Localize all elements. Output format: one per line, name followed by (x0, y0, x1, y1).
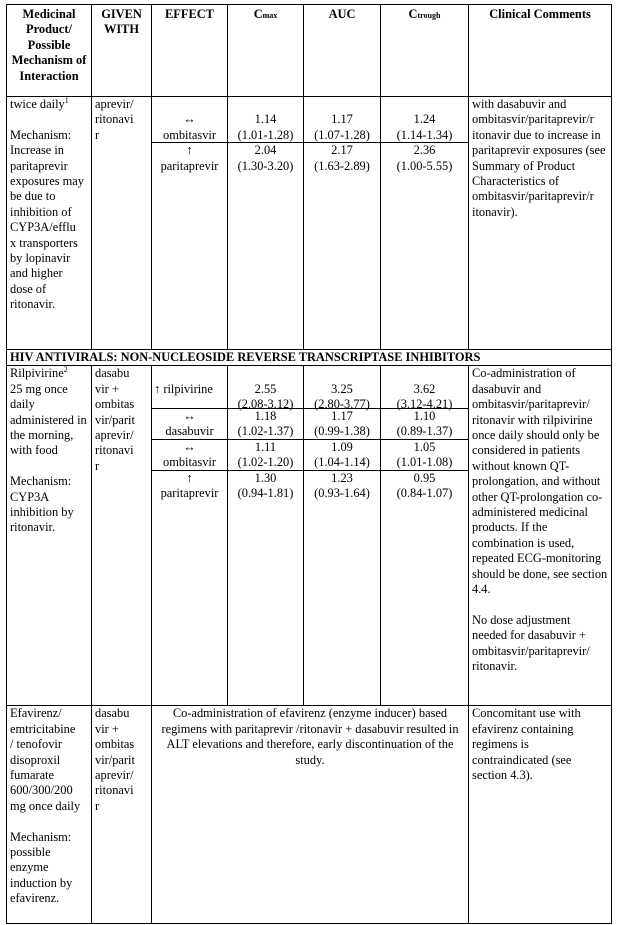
effect-paritaprevir: ↑ paritaprevir (152, 470, 227, 502)
table-row (7, 97, 612, 350)
header-row (7, 5, 612, 97)
product-cell: Rilpivirine$^2$ 25 mg once daily administered in the morning, with food Mechanism: CYP3A inhibition by ritonavir. (7, 366, 92, 706)
ctrough-cell: 3.62 (3.12-4.21) 1.10 (0.89-1.37) 1.05 (1.01-1.08) 0.95 (0.84-1.07) (381, 366, 469, 706)
effect-ombitasvir: ↔ ombitasvir (163, 112, 216, 142)
auc-cell: 1.17 (1.07-1.28) 2.17 (1.63-2.89) (304, 97, 381, 350)
header-ctrough: Ctrough (381, 5, 469, 97)
auc-cell: 3.25 (2.80-3.77) 1.17 (0.99-1.38) 1.09 (1.04-1.14) 1.23 (0.93-1.64) (304, 366, 381, 706)
effect-merged-cell: Co-administration of efavirenz (enzyme inducer) based regimens with paritaprevir /ritonavir + dasabuvir resulted in ALT elevations and therefore, early discontinuation of the study. (152, 706, 469, 924)
cmax-cell: 1.14 (1.01-1.28) 2.04 (1.30-3.20) (228, 97, 304, 350)
effect-rilpivirine: ↑ rilpivirine (154, 381, 213, 396)
mechanism-text: Mechanism: Increase in paritaprevir exposures may be due to inhibition of CYP3A/efflu x transporters by lopinavir and higher dose of ritonavir. (10, 127, 84, 312)
section-row (7, 350, 612, 366)
interaction-table (6, 4, 612, 924)
comments-cell: with dasabuvir and ombitasvir/paritaprevir/r itonavir due to increase in paritaprevir exposures (see Summary of Product Characteristics of ombitasvir/paritaprevir/r itonavir). (469, 97, 612, 350)
table-row (7, 366, 612, 706)
product-cell: Efavirenz/ emtricitabine / tenofovir disoproxil fumarate 600/300/200 mg once daily Mechanism: possible enzyme induction by efavirenz. (7, 706, 92, 924)
header-auc: AUC (304, 5, 381, 97)
product-cell: twice daily$^1$ Mechanism: Increase in paritaprevir exposures may be due to inhibition of CYP3A/efflu x transporters by lopinavir and higher dose of ritonavir. (7, 97, 92, 350)
effect-ombitasvir: ↔ ombitasvir (152, 439, 227, 470)
mechanism-text: Mechanism: CYP3A inhibition by ritonavir. (10, 474, 74, 535)
effect-cell (152, 366, 228, 706)
header-given-with: GIVEN WITH (92, 5, 152, 97)
header-product: Medicinal Product/ Possible Mechanism of Interaction (7, 5, 92, 97)
given-with-cell: dasabu vir + ombitas vir/parit aprevir/ ritonavi r (92, 706, 152, 924)
cmax-cell: 2.55 (2.08-3.12) 1.18 (1.02-1.37) 1.11 (1.02-1.20) 1.30 (0.94-1.81) (228, 366, 304, 706)
header-effect: EFFECT (152, 5, 228, 97)
given-with-cell: dasabu vir + ombitas vir/parit aprevir/ ritonavi r (92, 366, 152, 706)
effect-paritaprevir: ↑ paritaprevir (152, 142, 227, 174)
effect-dasabuvir: ↔ dasabuvir (152, 408, 227, 439)
section-heading: HIV ANTIVIRALS: NON-NUCLEOSIDE REVERSE TRANSCRIPTASE INHIBITORS (7, 350, 612, 366)
mechanism-text: Mechanism: possible enzyme induction by efavirenz. (10, 829, 73, 906)
effect-cell (152, 97, 228, 350)
header-comments: Clinical Comments (469, 5, 612, 97)
comments-cell: Co-administration of dasabuvir and ombitasvir/paritaprevir/ ritonavir with rilpivirine once daily should only be considered in patients without known QT-prolongation, and without other QT-prolongation co-administered medicinal products. If the combination is used, repeated ECG-monitoring should be done, see section 4.4. No dose adjustment needed for dasabuvir + ombitasvir/paritaprevir/ ritonavir. (469, 366, 612, 706)
ctrough-cell: 1.24 (1.14-1.34) 2.36 (1.00-5.55) (381, 97, 469, 350)
comments-cell: Concomitant use with efavirenz containing regimens is contraindicated (see section 4.3). (469, 706, 612, 924)
table-row (7, 706, 612, 924)
given-with-cell: aprevir/ ritonavi r (92, 97, 152, 350)
header-cmax: Cmax (228, 5, 304, 97)
